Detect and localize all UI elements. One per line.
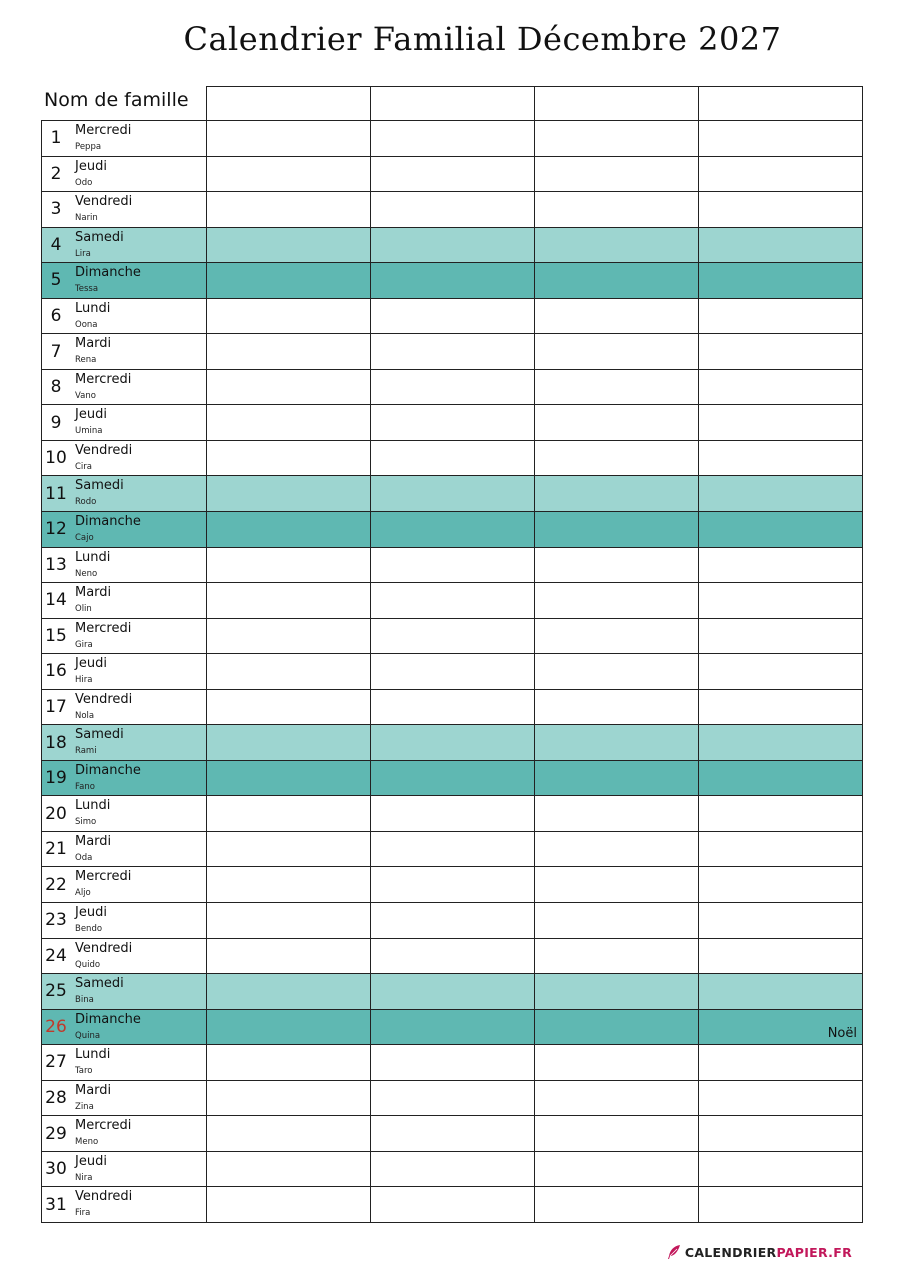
family-cell[interactable]: [535, 1116, 699, 1151]
day-name: Mardi: [75, 833, 112, 849]
day-row: [42, 1151, 862, 1187]
family-cell[interactable]: [207, 476, 371, 511]
day-cell: [42, 619, 207, 654]
family-cell[interactable]: [371, 121, 535, 156]
family-cell[interactable]: [699, 192, 862, 227]
day-row: [42, 760, 862, 796]
saint-name: Oda: [75, 852, 93, 863]
family-cell[interactable]: [535, 1045, 699, 1080]
saint-name: Cajo: [75, 533, 94, 544]
family-cell[interactable]: [371, 1187, 535, 1222]
family-column-2[interactable]: [371, 87, 535, 120]
day-row: [42, 1080, 862, 1116]
family-cell[interactable]: [535, 796, 699, 831]
day-name: Jeudi: [75, 407, 107, 423]
page-title: Calendrier Familial Décembre 2027: [183, 20, 782, 58]
day-number: 21: [45, 839, 67, 860]
saint-name: Rodo: [75, 497, 97, 508]
family-cell[interactable]: [535, 441, 699, 476]
day-name: Mercredi: [75, 371, 132, 387]
day-number: 7: [50, 341, 62, 362]
family-cell[interactable]: [699, 121, 862, 156]
day-row: [42, 973, 862, 1009]
day-name: Vendredi: [75, 194, 133, 210]
family-cell[interactable]: [535, 761, 699, 796]
day-row: [42, 653, 862, 689]
family-cell[interactable]: [207, 512, 371, 547]
day-cell: [42, 725, 207, 760]
family-cell[interactable]: [371, 974, 535, 1009]
day-number: 26: [45, 1016, 67, 1037]
day-number: 27: [45, 1052, 67, 1073]
day-cell: [42, 228, 207, 263]
day-row: [42, 618, 862, 654]
saint-name: Quido: [75, 959, 101, 970]
family-cell[interactable]: [207, 939, 371, 974]
saint-name: Bina: [75, 995, 94, 1006]
saint-name: Simo: [75, 817, 97, 828]
saint-name: Tessa: [75, 284, 99, 295]
day-cell: [42, 1152, 207, 1187]
day-name: Dimanche: [75, 1011, 141, 1027]
family-cell[interactable]: [699, 725, 862, 760]
day-number: 17: [45, 697, 67, 718]
family-cell[interactable]: [207, 903, 371, 938]
day-name: Vendredi: [75, 691, 133, 707]
family-cell[interactable]: [535, 832, 699, 867]
family-columns-header: [206, 86, 863, 121]
day-name: Mardi: [75, 1082, 112, 1098]
day-name: Samedi: [75, 229, 124, 245]
saint-name: Nira: [75, 1172, 93, 1183]
day-number: 18: [45, 732, 67, 753]
day-number: 11: [45, 483, 67, 504]
family-cell[interactable]: [371, 263, 535, 298]
family-cell[interactable]: [371, 405, 535, 440]
family-cell[interactable]: [699, 939, 862, 974]
day-name: Samedi: [75, 478, 124, 494]
family-cell[interactable]: [207, 583, 371, 618]
feather-icon: [666, 1244, 682, 1260]
family-cell[interactable]: [371, 583, 535, 618]
family-cell[interactable]: [207, 761, 371, 796]
day-number: 22: [45, 874, 67, 895]
family-cell[interactable]: [371, 370, 535, 405]
day-number: 13: [45, 554, 67, 575]
family-cell[interactable]: [371, 903, 535, 938]
calendar-table: [41, 120, 863, 1223]
family-cell[interactable]: [699, 867, 862, 902]
day-cell: [42, 974, 207, 1009]
day-cell: [42, 1045, 207, 1080]
family-cell[interactable]: [371, 1116, 535, 1151]
family-cell[interactable]: [535, 121, 699, 156]
day-number: 14: [45, 590, 67, 611]
family-cell[interactable]: [535, 654, 699, 689]
saint-name: Gira: [75, 639, 93, 650]
day-cell: [42, 441, 207, 476]
family-cell[interactable]: [699, 476, 862, 511]
day-row: [42, 795, 862, 831]
day-number: 9: [50, 412, 62, 433]
family-cell[interactable]: [207, 228, 371, 263]
day-name: Mercredi: [75, 123, 132, 138]
family-cell[interactable]: [535, 157, 699, 192]
saint-name: Fira: [75, 1208, 91, 1219]
day-cell: [42, 1081, 207, 1116]
day-number: 2: [50, 163, 62, 184]
family-cell[interactable]: [535, 370, 699, 405]
day-row: [42, 333, 862, 369]
family-cell[interactable]: [699, 1116, 862, 1151]
day-number: 23: [45, 910, 67, 931]
day-name: Lundi: [75, 1047, 111, 1063]
family-cell[interactable]: [699, 619, 862, 654]
day-row: [42, 582, 862, 618]
family-cell[interactable]: [371, 761, 535, 796]
family-cell[interactable]: [207, 654, 371, 689]
family-cell[interactable]: [535, 476, 699, 511]
day-row: [42, 227, 862, 263]
family-cell[interactable]: [371, 939, 535, 974]
day-number: 4: [50, 234, 62, 255]
family-cell[interactable]: [699, 690, 862, 725]
day-number: 29: [45, 1123, 67, 1144]
family-cell[interactable]: [699, 228, 862, 263]
family-cell[interactable]: [371, 690, 535, 725]
day-cell: [42, 583, 207, 618]
saint-name: Oona: [75, 319, 98, 330]
day-cell: [42, 939, 207, 974]
family-cell[interactable]: [535, 1187, 699, 1222]
day-cell: [42, 192, 207, 227]
saint-name: Aljo: [75, 888, 91, 899]
saint-name: Zina: [75, 1101, 94, 1112]
day-cell: [42, 761, 207, 796]
day-number: 25: [45, 981, 67, 1002]
day-row: [42, 120, 862, 156]
day-row: [42, 404, 862, 440]
day-row: [42, 1044, 862, 1080]
day-cell: [42, 512, 207, 547]
family-cell[interactable]: [535, 1081, 699, 1116]
family-cell[interactable]: [207, 299, 371, 334]
saint-name: Fano: [75, 781, 95, 792]
day-row: [42, 191, 862, 227]
family-cell[interactable]: [699, 1152, 862, 1187]
day-number: 8: [50, 377, 62, 398]
saint-name: Rena: [75, 355, 97, 366]
family-cell[interactable]: [207, 370, 371, 405]
family-column-4[interactable]: [699, 87, 862, 120]
day-cell: [42, 334, 207, 369]
family-cell[interactable]: [207, 1045, 371, 1080]
family-cell[interactable]: [371, 299, 535, 334]
family-cell[interactable]: [535, 192, 699, 227]
family-cell[interactable]: [207, 690, 371, 725]
saint-name: Taro: [75, 1066, 93, 1077]
family-column-1[interactable]: [207, 87, 371, 120]
family-cell[interactable]: [371, 619, 535, 654]
family-cell[interactable]: [371, 1010, 535, 1045]
day-cell: [42, 548, 207, 583]
day-name: Dimanche: [75, 514, 141, 530]
family-cell[interactable]: [371, 725, 535, 760]
family-cell[interactable]: [371, 1045, 535, 1080]
family-cell[interactable]: [371, 157, 535, 192]
day-name: Lundi: [75, 549, 111, 565]
brand-text-part2: PAPIER.FR: [776, 1244, 852, 1260]
family-cell[interactable]: [699, 441, 862, 476]
saint-name: Odo: [75, 177, 93, 188]
day-cell: [42, 1116, 207, 1151]
family-cell[interactable]: [207, 548, 371, 583]
family-cell[interactable]: [371, 832, 535, 867]
family-cell[interactable]: [207, 192, 371, 227]
day-row: [42, 724, 862, 760]
family-cell[interactable]: [535, 725, 699, 760]
family-cell[interactable]: [371, 548, 535, 583]
family-cell[interactable]: [699, 903, 862, 938]
family-cell[interactable]: [207, 441, 371, 476]
day-cell: [42, 867, 207, 902]
saint-name: Peppa: [75, 142, 102, 152]
day-name: Dimanche: [75, 762, 141, 778]
family-cell[interactable]: [699, 796, 862, 831]
day-name: Jeudi: [75, 1153, 107, 1169]
family-cell[interactable]: [699, 405, 862, 440]
day-number: 5: [50, 270, 62, 291]
saint-name: Neno: [75, 568, 98, 579]
day-row: [42, 440, 862, 476]
day-row: [42, 475, 862, 511]
day-name: Jeudi: [75, 158, 107, 174]
saint-name: Vano: [75, 390, 96, 401]
family-cell[interactable]: [371, 654, 535, 689]
day-name: Mercredi: [75, 1118, 132, 1134]
family-cell[interactable]: [371, 441, 535, 476]
day-row: [42, 298, 862, 334]
saint-name: Narin: [75, 213, 98, 224]
family-cell[interactable]: [535, 263, 699, 298]
family-cell[interactable]: [699, 157, 862, 192]
day-name: Mercredi: [75, 869, 132, 885]
family-cell[interactable]: [535, 903, 699, 938]
day-cell: [42, 1187, 207, 1222]
day-name: Dimanche: [75, 265, 141, 281]
day-name: Samedi: [75, 727, 124, 743]
day-row: [42, 689, 862, 725]
family-cell[interactable]: [535, 583, 699, 618]
saint-name: Rami: [75, 746, 97, 757]
family-cell[interactable]: [535, 299, 699, 334]
day-number: 6: [50, 306, 62, 326]
day-name: Jeudi: [75, 656, 107, 672]
saint-name: Cira: [75, 461, 92, 472]
day-row: [42, 938, 862, 974]
saint-name: Olin: [75, 604, 92, 615]
saint-name: Umina: [75, 426, 103, 437]
family-cell[interactable]: [699, 761, 862, 796]
day-name: Mardi: [75, 585, 112, 601]
day-cell: [42, 903, 207, 938]
day-name: Lundi: [75, 798, 111, 814]
family-cell[interactable]: [699, 263, 862, 298]
family-cell[interactable]: [699, 654, 862, 689]
day-name: Vendredi: [75, 940, 133, 956]
day-row: [42, 1115, 862, 1151]
saint-name: Lira: [75, 248, 91, 259]
day-cell: [42, 405, 207, 440]
day-cell: [42, 796, 207, 831]
day-cell: [42, 476, 207, 511]
day-number: 20: [45, 803, 67, 824]
day-number: 24: [45, 945, 67, 966]
family-cell[interactable]: [207, 725, 371, 760]
day-row: [42, 902, 862, 938]
day-number: 1: [50, 128, 62, 149]
day-row: [42, 547, 862, 583]
family-cell[interactable]: [535, 619, 699, 654]
family-cell[interactable]: [207, 974, 371, 1009]
family-cell[interactable]: [371, 1081, 535, 1116]
day-number: 15: [45, 625, 67, 646]
family-cell[interactable]: [207, 832, 371, 867]
day-row: [42, 866, 862, 902]
family-cell[interactable]: [371, 334, 535, 369]
family-cell[interactable]: [371, 867, 535, 902]
family-cell[interactable]: [535, 548, 699, 583]
family-cell[interactable]: [207, 867, 371, 902]
day-number: 19: [45, 768, 67, 789]
family-cell[interactable]: [207, 1152, 371, 1187]
day-name: Vendredi: [75, 442, 133, 458]
day-number: 12: [45, 519, 67, 540]
family-cell[interactable]: [699, 548, 862, 583]
saint-name: Quina: [75, 1030, 101, 1041]
family-cell[interactable]: [207, 1010, 371, 1045]
family-cell[interactable]: [699, 1045, 862, 1080]
day-number: 28: [45, 1088, 67, 1109]
family-cell[interactable]: [371, 476, 535, 511]
family-cell[interactable]: [207, 1081, 371, 1116]
day-cell: [42, 157, 207, 192]
day-cell: [42, 1010, 207, 1045]
family-cell[interactable]: [371, 192, 535, 227]
day-cell: [42, 263, 207, 298]
holiday-note: Noël: [827, 1026, 857, 1042]
family-cell[interactable]: [535, 1152, 699, 1187]
family-cell[interactable]: [207, 263, 371, 298]
day-row: [42, 369, 862, 405]
family-cell[interactable]: [699, 1187, 862, 1222]
day-number: 10: [45, 448, 67, 469]
day-cell: [42, 690, 207, 725]
family-cell[interactable]: [535, 512, 699, 547]
family-cell[interactable]: [699, 370, 862, 405]
family-cell[interactable]: [207, 334, 371, 369]
saint-name: Nola: [75, 710, 95, 721]
day-number: 31: [45, 1194, 67, 1215]
family-cell[interactable]: [535, 1010, 699, 1045]
day-name: Mercredi: [75, 620, 132, 636]
family-cell[interactable]: [207, 1116, 371, 1151]
day-name: Vendredi: [75, 1189, 133, 1205]
family-cell[interactable]: [535, 334, 699, 369]
family-cell[interactable]: [535, 228, 699, 263]
day-name: Jeudi: [75, 905, 107, 921]
saint-name: Hira: [75, 675, 93, 686]
family-cell[interactable]: [699, 974, 862, 1009]
family-cell[interactable]: [699, 1010, 862, 1045]
family-cell[interactable]: [371, 796, 535, 831]
brand-logo: [666, 1244, 852, 1260]
day-cell: [42, 370, 207, 405]
family-name-label: Nom de famille: [44, 89, 189, 111]
family-cell[interactable]: [535, 867, 699, 902]
day-row: [42, 831, 862, 867]
family-cell[interactable]: [371, 512, 535, 547]
family-cell[interactable]: [699, 583, 862, 618]
brand-text-part1: CALENDRIER: [684, 1244, 777, 1260]
saint-name: Bendo: [75, 924, 103, 935]
day-row: [42, 1186, 862, 1222]
day-number: 3: [50, 199, 62, 220]
day-number: 16: [45, 661, 67, 682]
family-cell[interactable]: [207, 796, 371, 831]
family-cell[interactable]: [371, 1152, 535, 1187]
family-cell[interactable]: [699, 299, 862, 334]
family-cell[interactable]: [699, 832, 862, 867]
day-row: [42, 156, 862, 192]
family-column-3[interactable]: [535, 87, 699, 120]
family-cell[interactable]: [535, 939, 699, 974]
family-cell[interactable]: [207, 1187, 371, 1222]
family-cell[interactable]: [207, 157, 371, 192]
family-cell[interactable]: [207, 121, 371, 156]
day-name: Samedi: [75, 976, 124, 992]
family-cell[interactable]: [207, 619, 371, 654]
family-cell[interactable]: [699, 1081, 862, 1116]
family-cell[interactable]: [699, 334, 862, 369]
saint-name: Meno: [75, 1137, 99, 1148]
day-row: [42, 1009, 862, 1045]
family-cell[interactable]: [207, 405, 371, 440]
day-name: Mardi: [75, 336, 112, 352]
day-row: [42, 511, 862, 547]
family-cell[interactable]: [371, 228, 535, 263]
day-name: Lundi: [75, 300, 111, 316]
day-cell: [42, 299, 207, 334]
day-cell: [42, 832, 207, 867]
family-cell[interactable]: [535, 690, 699, 725]
family-cell[interactable]: [535, 405, 699, 440]
day-number: 30: [45, 1159, 67, 1180]
day-row: [42, 262, 862, 298]
day-cell: [42, 654, 207, 689]
family-cell[interactable]: [535, 974, 699, 1009]
day-cell: [42, 121, 207, 156]
family-cell[interactable]: [699, 512, 862, 547]
